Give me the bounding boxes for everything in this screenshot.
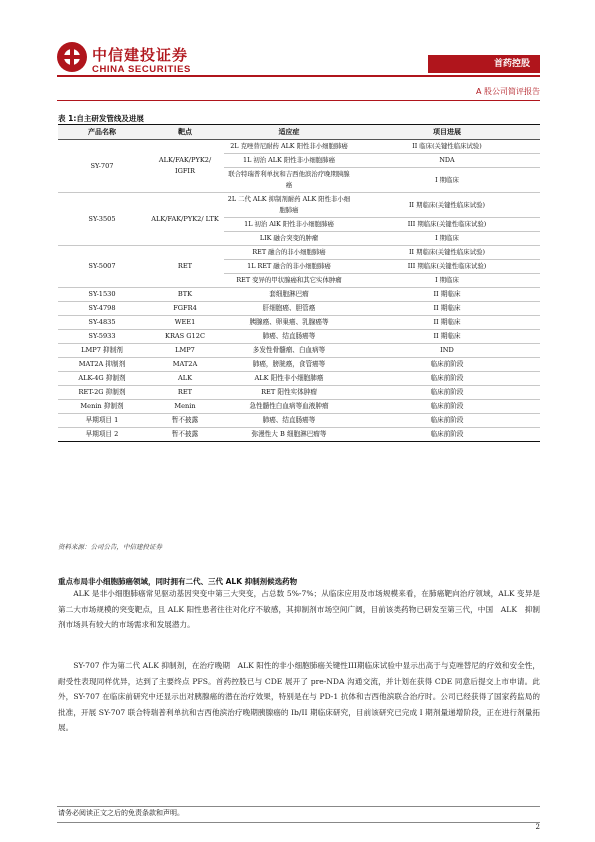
cell-product: SY-3505 [58,193,146,246]
cell-progress: II 期临床 [354,316,540,330]
cell-progress: 临床前阶段 [354,414,540,428]
cell-target: ALK/FAK/PYK2/ IGFIR [146,140,224,193]
cell-progress: I 期临床 [354,274,540,288]
cell-progress: NDA [354,154,540,168]
cell-product: ALK-4G 抑制剂 [58,372,146,386]
cell-product: SY-1530 [58,288,146,302]
cell-indication: 2L 克唑替尼耐药 ALK 阳性非小细胞肺癌 [224,140,354,154]
footer-rule [57,806,540,807]
cell-progress: III 期临床(关键性临床试验) [354,218,540,232]
body-paragraph: ALK 是非小细胞肺癌常见驱动基因突变中第三大突变，占总数 5%-7%；从临床应用及市场规模来看，在肺癌靶向治疗领域，ALK 变异是第二大市场规模的突变靶点，且 ALK 阳性患者往往对化疗不敏感，其抑制剂市场空间广阔，目前该类药物已研发至第三代，中国 ALK 抑制剂市场具有较大的市场需求和发展潜力。 [58,589,540,629]
cell-indication: 1L RET 融合的非小细胞肺癌 [224,260,354,274]
table-row [58,246,540,260]
cell-indication: 胰腺癌、卵巢癌、乳腺癌等 [224,316,354,330]
cell-indication: 弥漫性大 B 细胞淋巴瘤等 [224,428,354,442]
cell-product: SY-4798 [58,302,146,316]
cell-indication: LIK 融合突变的肿瘤 [224,232,354,246]
cell-indication: 肺癌，膀胱癌，食管癌等 [224,358,354,372]
cell-progress: III 期临床(关键性临床试验) [354,260,540,274]
cell-progress: IND [354,344,540,358]
cell-progress: 临床前阶段 [354,386,540,400]
table-row [58,358,540,372]
cell-indication: 多发性骨髓瘤、白血病等 [224,344,354,358]
column-header-target: 靶点 [146,125,224,140]
cell-product: MAT2A 抑制剂 [58,358,146,372]
header-thin-rule [57,100,540,101]
cell-product: SY-4835 [58,316,146,330]
cell-indication: 联合特瑞普利单抗和吉西他滨治疗晚期胰腺癌 [224,168,354,193]
cell-indication: 套细胞淋巴瘤 [224,288,354,302]
cell-progress: II 期临床(关键性临床试验) [354,246,540,260]
cell-progress: II 期临床 [354,302,540,316]
cell-target: 暂不披露 [146,414,224,428]
cell-product: SY-5933 [58,330,146,344]
table-row [58,372,540,386]
cell-indication: 1L 初治 AlK 阳性非小细胞肺癌 [224,218,354,232]
table-row [58,428,540,442]
cell-product: SY-5007 [58,246,146,288]
cell-target: RET [146,246,224,288]
cell-progress: 临床前阶段 [354,428,540,442]
cell-indication: 肺癌、结直肠癌等 [224,414,354,428]
cell-target: MAT2A [146,358,224,372]
cell-indication: RET 融合的非小细胞肺癌 [224,246,354,260]
cell-indication: 急性髓性白血病等血液肿瘤 [224,400,354,414]
table-row [58,302,540,316]
cell-product: RET-2G 抑制剂 [58,386,146,400]
cell-target: FGFR4 [146,302,224,316]
table-source-note: 资料来源：公司公告，中信建投证券 [58,543,162,551]
cell-indication: 2L 二代 ALK 抑制剂耐药 ALK 阳性非小细胞肺癌 [224,193,354,218]
cell-target: 暂不披露 [146,428,224,442]
cell-indication: ALK 阳性非小细胞肺癌 [224,372,354,386]
cell-progress: II 期临床(关键性临床试验) [354,193,540,218]
cell-indication: RET 变异的甲状腺癌和其它实体肿瘤 [224,274,354,288]
table-row [58,330,540,344]
cell-product: Menin 抑制剂 [58,400,146,414]
table-header-row [58,125,540,140]
cell-product: 早期项目 2 [58,428,146,442]
cell-progress: I 期临床 [354,168,540,193]
sector-tag: 首药控股 [428,55,540,73]
table-title: 表 1:自主研发管线及进展 [58,114,144,123]
cell-product: LMP7 抑制剂 [58,344,146,358]
cell-target: LMP7 [146,344,224,358]
logo-english-name: CHINA SECURITIES [92,64,191,75]
column-header-indication: 适应症 [224,125,354,140]
cell-progress: 临床前阶段 [354,400,540,414]
cell-indication: 1L 初治 ALK 阳性非小细胞肺癌 [224,154,354,168]
table-row [58,288,540,302]
table-row [58,400,540,414]
report-type-label: A 股公司简评报告 [475,87,540,96]
cell-target: BTK [146,288,224,302]
citic-logo-icon [57,42,87,72]
table-row [58,386,540,400]
cell-target: WEE1 [146,316,224,330]
cell-indication: 肝细胞癌、胆管癌 [224,302,354,316]
pipeline-table [58,124,540,442]
body-paragraph: SY-707 作为第二代 ALK 抑制剂，在治疗晚期 ALK 阳性的非小细胞肺癌关键性III期临床试验中显示出高于与克唑替尼的疗效和安全性，耐受性表现同样优异，达到了主要终点 PFS。首药控股已与 CDE 展开了 pre-NDA 沟通交流，并计划在获得 CDE 同意后提交上市申请。此外，SY-707 在临床前研究中还显示出对胰腺癌的潜在治疗效果，特别是在与 PD-1 抗体和吉西他滨联合治疗时。公司已经获得了国家药监局的批准，开展 SY-707 联合特瑞普利单抗和吉西他滨治疗晚期胰腺癌的 Ib/II 期临床研究，目前该研究已完成 I 期剂量递增阶段，正在进行剂量拓展。 [58,661,540,732]
cell-indication: 肺癌、结直肠癌等 [224,330,354,344]
cell-target: ALK/FAK/PYK2/ LTK [146,193,224,246]
cell-target: Menin [146,400,224,414]
table-row [58,193,540,218]
cell-progress: 临床前阶段 [354,372,540,386]
cell-progress: II 临床(关键性临床试验) [354,140,540,154]
column-header-product: 产品名称 [58,125,146,140]
footer-bottom-rule [57,822,540,823]
cell-target: ALK [146,372,224,386]
cell-progress: II 期临床 [354,330,540,344]
column-header-progress: 项目进展 [354,125,540,140]
table-row [58,414,540,428]
cell-target: RET [146,386,224,400]
table-row [58,316,540,330]
cell-progress: I 期临床 [354,232,540,246]
cell-progress: II 期临床 [354,288,540,302]
cell-target: KRAS G12C [146,330,224,344]
cell-progress: 临床前阶段 [354,358,540,372]
logo-chinese-name: 中信建投证券 [92,46,189,64]
disclaimer-text: 请务必阅读正文之后的免责条款和声明。 [58,809,184,817]
page-header [0,0,595,110]
table-row [58,344,540,358]
header-rule [57,75,540,77]
cell-product: 早期项目 1 [58,414,146,428]
page-number: 2 [535,823,540,831]
cell-indication: RET 阳性实体肿瘤 [224,386,354,400]
section-heading: 重点布局非小细胞肺癌领域，同时拥有二代、三代 ALK 抑制剂候选药物 [58,577,298,586]
cell-product: SY-707 [58,140,146,193]
table-row [58,140,540,154]
